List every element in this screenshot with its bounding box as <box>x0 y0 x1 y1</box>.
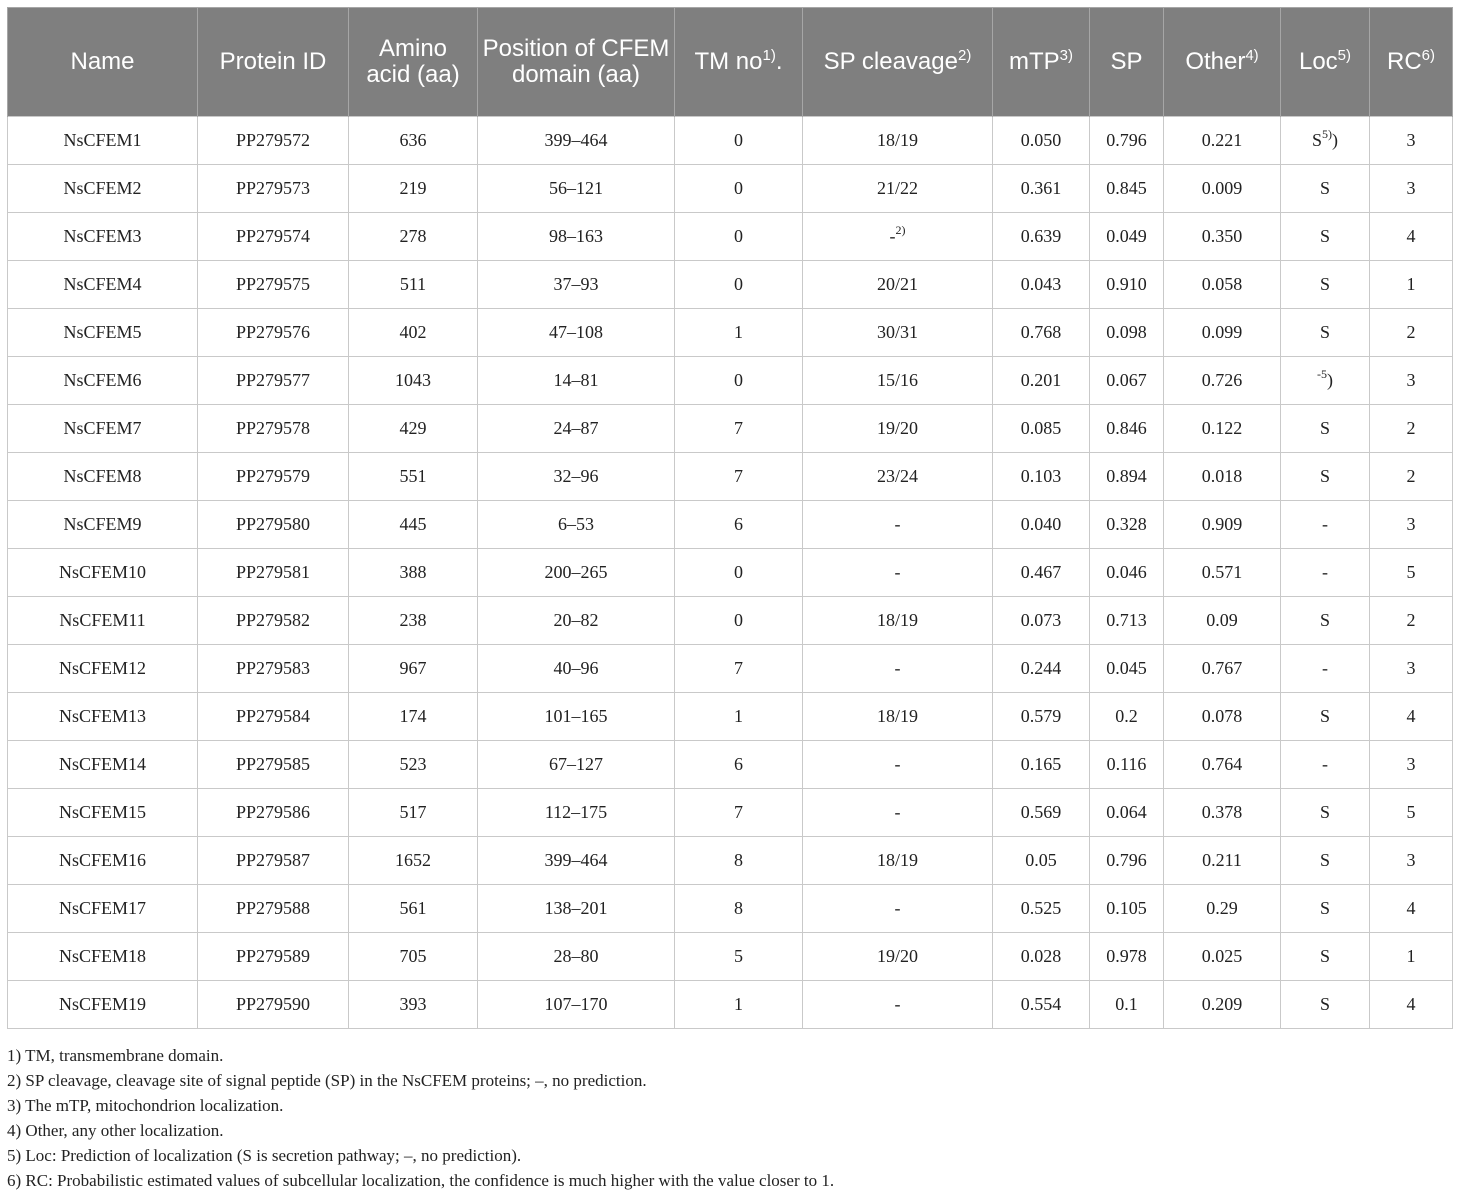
header-tm-no: TM $no^{1)}$. <box>675 8 803 117</box>
cell-sp-cleavage: 30/31 <box>803 309 993 357</box>
cell-rc: 4 <box>1370 981 1453 1029</box>
cell-name: NsCFEM2 <box>8 165 198 213</box>
cell-other: 0.099 <box>1164 309 1281 357</box>
cell-tm-no: 6 <box>675 501 803 549</box>
cell-sp-cleavage: - <box>803 789 993 837</box>
cell-amino-acid: 388 <box>349 549 478 597</box>
cell-cfem-position: 138–201 <box>478 885 675 933</box>
cell-mtp: 0.043 <box>993 261 1090 309</box>
cell-sp: 0.2 <box>1090 693 1164 741</box>
cell-name: NsCFEM18 <box>8 933 198 981</box>
cell-amino-acid: 393 <box>349 981 478 1029</box>
cell-protein-id: PP279585 <box>198 741 349 789</box>
cell-loc: S <box>1281 165 1370 213</box>
cell-protein-id: PP279579 <box>198 453 349 501</box>
cell-tm-no: 6 <box>675 741 803 789</box>
cell-mtp: 0.201 <box>993 357 1090 405</box>
cell-name: NsCFEM12 <box>8 645 198 693</box>
cell-sp-cleavage: 18/19 <box>803 837 993 885</box>
cell-name: NsCFEM16 <box>8 837 198 885</box>
cell-mtp: 0.073 <box>993 597 1090 645</box>
cell-cfem-position: 14–81 <box>478 357 675 405</box>
cell-loc: - <box>1281 741 1370 789</box>
table-row <box>8 501 1453 549</box>
table-row <box>8 597 1453 645</box>
cell-other: 0.764 <box>1164 741 1281 789</box>
cell-cfem-position: 37–93 <box>478 261 675 309</box>
cell-cfem-position: 101–165 <box>478 693 675 741</box>
cell-loc: $^{-5}$) <box>1281 357 1370 405</box>
cell-tm-no: 7 <box>675 645 803 693</box>
cell-protein-id: PP279586 <box>198 789 349 837</box>
cell-sp: 0.067 <box>1090 357 1164 405</box>
cell-sp: 0.098 <box>1090 309 1164 357</box>
cell-protein-id: PP279582 <box>198 597 349 645</box>
cell-tm-no: 1 <box>675 309 803 357</box>
cell-name: NsCFEM7 <box>8 405 198 453</box>
cell-sp: 0.894 <box>1090 453 1164 501</box>
cell-other: 0.29 <box>1164 885 1281 933</box>
cell-amino-acid: 278 <box>349 213 478 261</box>
cell-loc: S <box>1281 213 1370 261</box>
cell-loc: S <box>1281 309 1370 357</box>
cell-sp: 0.910 <box>1090 261 1164 309</box>
header-name: Name <box>8 8 198 117</box>
cell-other: 0.726 <box>1164 357 1281 405</box>
cell-cfem-position: 56–121 <box>478 165 675 213</box>
cell-sp: 0.045 <box>1090 645 1164 693</box>
cell-mtp: 0.05 <box>993 837 1090 885</box>
cell-amino-acid: 402 <box>349 309 478 357</box>
cell-tm-no: 8 <box>675 885 803 933</box>
cell-rc: 1 <box>1370 933 1453 981</box>
cell-rc: 3 <box>1370 165 1453 213</box>
cell-other: 0.09 <box>1164 597 1281 645</box>
cell-other: 0.571 <box>1164 549 1281 597</box>
table-body <box>8 117 1453 1029</box>
cell-rc: 4 <box>1370 213 1453 261</box>
cell-other: 0.350 <box>1164 213 1281 261</box>
cell-name: NsCFEM3 <box>8 213 198 261</box>
table-row <box>8 213 1453 261</box>
cell-sp-cleavage: 19/20 <box>803 405 993 453</box>
table-row <box>8 549 1453 597</box>
cell-rc: 3 <box>1370 741 1453 789</box>
cell-rc: 2 <box>1370 405 1453 453</box>
cell-other: 0.025 <box>1164 933 1281 981</box>
cell-mtp: 0.554 <box>993 981 1090 1029</box>
footnote: 5) Loc: Prediction of localization (S is secretion pathway; –, no prediction). <box>7 1146 522 1165</box>
cell-cfem-position: 40–96 <box>478 645 675 693</box>
footnote: 2) SP cleavage, cleavage site of signal peptide (SP) in the NsCFEM proteins; –, no prediction. <box>7 1071 647 1090</box>
cell-amino-acid: 1043 <box>349 357 478 405</box>
cell-amino-acid: 219 <box>349 165 478 213</box>
cell-sp: 0.328 <box>1090 501 1164 549</box>
cell-mtp: 0.085 <box>993 405 1090 453</box>
cell-tm-no: 0 <box>675 261 803 309</box>
table-row <box>8 117 1453 165</box>
cell-protein-id: PP279572 <box>198 117 349 165</box>
cell-sp-cleavage: - <box>803 501 993 549</box>
cell-sp: 0.116 <box>1090 741 1164 789</box>
header-footnote-marker: 3) <box>1059 47 1073 64</box>
cell-tm-no: 0 <box>675 357 803 405</box>
cell-other: 0.378 <box>1164 789 1281 837</box>
cell-loc: S <box>1281 405 1370 453</box>
footnote-marker: 5) <box>1322 127 1332 141</box>
cell-loc: S <box>1281 837 1370 885</box>
table-row <box>8 261 1453 309</box>
header-footnote-marker: 2) <box>957 47 972 64</box>
cell-loc: S <box>1281 597 1370 645</box>
cell-mtp: 0.467 <box>993 549 1090 597</box>
cell-rc: 4 <box>1370 885 1453 933</box>
cell-loc: S <box>1281 885 1370 933</box>
cell-protein-id: PP279575 <box>198 261 349 309</box>
cell-loc: $S^{5)}$) <box>1281 117 1370 165</box>
cell-cfem-position: 32–96 <box>478 453 675 501</box>
cell-amino-acid: 517 <box>349 789 478 837</box>
cell-sp: 0.796 <box>1090 117 1164 165</box>
cell-amino-acid: 705 <box>349 933 478 981</box>
cell-protein-id: PP279573 <box>198 165 349 213</box>
cell-cfem-position: 399–464 <box>478 837 675 885</box>
header-mtp: mTP$^{3)}$ <box>993 8 1090 117</box>
cell-mtp: 0.525 <box>993 885 1090 933</box>
cell-sp: 0.064 <box>1090 789 1164 837</box>
cell-other: 0.767 <box>1164 645 1281 693</box>
footnote: 1) TM, transmembrane domain. <box>7 1046 224 1065</box>
cell-tm-no: 0 <box>675 165 803 213</box>
cell-amino-acid: 561 <box>349 885 478 933</box>
cell-cfem-position: 399–464 <box>478 117 675 165</box>
table-row <box>8 789 1453 837</box>
cell-cfem-position: 107–170 <box>478 981 675 1029</box>
cell-cfem-position: 20–82 <box>478 597 675 645</box>
table-row <box>8 357 1453 405</box>
cell-cfem-position: 112–175 <box>478 789 675 837</box>
cell-name: NsCFEM11 <box>8 597 198 645</box>
cell-protein-id: PP279590 <box>198 981 349 1029</box>
table-row <box>8 165 1453 213</box>
cell-amino-acid: 967 <box>349 645 478 693</box>
cell-other: 0.211 <box>1164 837 1281 885</box>
cell-loc: - <box>1281 645 1370 693</box>
cell-loc: - <box>1281 501 1370 549</box>
cell-name: NsCFEM9 <box>8 501 198 549</box>
cell-loc: - <box>1281 549 1370 597</box>
cell-name: NsCFEM6 <box>8 357 198 405</box>
cell-sp: 0.846 <box>1090 405 1164 453</box>
cell-cfem-position: 98–163 <box>478 213 675 261</box>
cell-sp: 0.796 <box>1090 837 1164 885</box>
cell-protein-id: PP279578 <box>198 405 349 453</box>
cfem-protein-table <box>7 7 1453 1029</box>
cell-sp-cleavage: - <box>803 741 993 789</box>
cell-sp-cleavage: - <box>803 645 993 693</box>
table-row <box>8 309 1453 357</box>
header-protein-id: Protein ID <box>198 8 349 117</box>
cell-sp-cleavage: - <box>803 549 993 597</box>
cell-amino-acid: 511 <box>349 261 478 309</box>
cell-protein-id: PP279580 <box>198 501 349 549</box>
cell-mtp: 0.050 <box>993 117 1090 165</box>
cell-tm-no: 0 <box>675 597 803 645</box>
header-rc: RC$^{6)}$ <box>1370 8 1453 117</box>
cell-protein-id: PP279584 <box>198 693 349 741</box>
header-other: Other$^{4)}$ <box>1164 8 1281 117</box>
cell-tm-no: 7 <box>675 405 803 453</box>
header-sp: SP <box>1090 8 1164 117</box>
table-footnotes <box>7 1043 834 1193</box>
cell-amino-acid: 551 <box>349 453 478 501</box>
cell-loc: S <box>1281 261 1370 309</box>
cell-other: 0.122 <box>1164 405 1281 453</box>
cell-tm-no: 5 <box>675 933 803 981</box>
table-row <box>8 405 1453 453</box>
cell-sp: 0.046 <box>1090 549 1164 597</box>
header-row <box>8 8 1453 117</box>
cell-sp-cleavage: 23/24 <box>803 453 993 501</box>
cell-name: NsCFEM15 <box>8 789 198 837</box>
cell-tm-no: 0 <box>675 549 803 597</box>
cell-name: NsCFEM10 <box>8 549 198 597</box>
cell-cfem-position: 47–108 <box>478 309 675 357</box>
cell-amino-acid: 523 <box>349 741 478 789</box>
cell-tm-no: 1 <box>675 981 803 1029</box>
cell-mtp: 0.569 <box>993 789 1090 837</box>
cell-sp-cleavage: 18/19 <box>803 597 993 645</box>
cell-other: 0.909 <box>1164 501 1281 549</box>
header-sp-cleavage: SP cleavage$^{2)}$ <box>803 8 993 117</box>
cell-sp-cleavage: 18/19 <box>803 693 993 741</box>
cell-rc: 3 <box>1370 645 1453 693</box>
cell-loc: S <box>1281 789 1370 837</box>
cell-amino-acid: 1652 <box>349 837 478 885</box>
cell-rc: 4 <box>1370 693 1453 741</box>
cell-rc: 2 <box>1370 597 1453 645</box>
cell-name: NsCFEM17 <box>8 885 198 933</box>
cell-other: 0.058 <box>1164 261 1281 309</box>
cell-sp-cleavage: - <box>803 981 993 1029</box>
cell-rc: 2 <box>1370 309 1453 357</box>
cell-mtp: 0.639 <box>993 213 1090 261</box>
cell-loc: S <box>1281 693 1370 741</box>
cell-cfem-position: 200–265 <box>478 549 675 597</box>
cell-tm-no: 7 <box>675 789 803 837</box>
cell-protein-id: PP279577 <box>198 357 349 405</box>
cell-sp-cleavage: 21/22 <box>803 165 993 213</box>
cell-sp-cleavage: 15/16 <box>803 357 993 405</box>
cell-sp-cleavage: 19/20 <box>803 933 993 981</box>
cell-mtp: 0.579 <box>993 693 1090 741</box>
cell-other: 0.078 <box>1164 693 1281 741</box>
cell-protein-id: PP279576 <box>198 309 349 357</box>
cell-sp: 0.978 <box>1090 933 1164 981</box>
header-cfem-position: Position of CFEM domain (aa) <box>478 8 675 117</box>
cell-sp-cleavage: 20/21 <box>803 261 993 309</box>
cell-name: NsCFEM14 <box>8 741 198 789</box>
cell-mtp: 0.028 <box>993 933 1090 981</box>
cell-rc: 3 <box>1370 837 1453 885</box>
cell-name: NsCFEM5 <box>8 309 198 357</box>
footnote: 6) RC: Probabilistic estimated values of subcellular localization, the confidence is much higher with the value closer to 1. <box>7 1171 835 1190</box>
cell-protein-id: PP279588 <box>198 885 349 933</box>
cell-mtp: 0.103 <box>993 453 1090 501</box>
cell-mtp: 0.040 <box>993 501 1090 549</box>
footnote: 4) Other, any other localization. <box>7 1121 224 1140</box>
cell-name: NsCFEM19 <box>8 981 198 1029</box>
header-footnote-marker: 1) <box>762 47 776 64</box>
header-footnote-marker: 6) <box>1421 47 1435 64</box>
cell-name: NsCFEM4 <box>8 261 198 309</box>
cell-other: 0.018 <box>1164 453 1281 501</box>
cell-sp: 0.049 <box>1090 213 1164 261</box>
cell-rc: 1 <box>1370 261 1453 309</box>
cell-tm-no: 8 <box>675 837 803 885</box>
table-row <box>8 741 1453 789</box>
cell-sp: 0.713 <box>1090 597 1164 645</box>
cell-amino-acid: 636 <box>349 117 478 165</box>
cell-name: NsCFEM8 <box>8 453 198 501</box>
cell-amino-acid: 238 <box>349 597 478 645</box>
table-row <box>8 837 1453 885</box>
table-row <box>8 981 1453 1029</box>
cell-protein-id: PP279589 <box>198 933 349 981</box>
cell-sp-cleavage: 18/19 <box>803 117 993 165</box>
cell-rc: 3 <box>1370 357 1453 405</box>
cell-cfem-position: 67–127 <box>478 741 675 789</box>
cell-loc: S <box>1281 453 1370 501</box>
footnote: 3) The mTP, mitochondrion localization. <box>7 1096 284 1115</box>
cell-mtp: 0.165 <box>993 741 1090 789</box>
cell-tm-no: 7 <box>675 453 803 501</box>
cell-rc: 2 <box>1370 453 1453 501</box>
table-row <box>8 453 1453 501</box>
cell-cfem-position: 28–80 <box>478 933 675 981</box>
cell-protein-id: PP279583 <box>198 645 349 693</box>
cell-other: 0.009 <box>1164 165 1281 213</box>
table-row <box>8 645 1453 693</box>
cell-mtp: 0.244 <box>993 645 1090 693</box>
cell-mtp: 0.768 <box>993 309 1090 357</box>
cell-sp-cleavage: -$^{2)}$ <box>803 213 993 261</box>
cell-tm-no: 0 <box>675 213 803 261</box>
table-row <box>8 933 1453 981</box>
cell-amino-acid: 429 <box>349 405 478 453</box>
header-loc: Loc$^{5)}$ <box>1281 8 1370 117</box>
cell-rc: 3 <box>1370 501 1453 549</box>
cell-other: 0.221 <box>1164 117 1281 165</box>
cell-name: NsCFEM1 <box>8 117 198 165</box>
cell-other: 0.209 <box>1164 981 1281 1029</box>
cell-loc: S <box>1281 933 1370 981</box>
cell-amino-acid: 445 <box>349 501 478 549</box>
cell-protein-id: PP279587 <box>198 837 349 885</box>
cell-protein-id: PP279574 <box>198 213 349 261</box>
cell-mtp: 0.361 <box>993 165 1090 213</box>
table-row <box>8 885 1453 933</box>
cell-rc: 3 <box>1370 117 1453 165</box>
cell-sp: 0.845 <box>1090 165 1164 213</box>
cell-tm-no: 0 <box>675 117 803 165</box>
cell-rc: 5 <box>1370 789 1453 837</box>
cell-name: NsCFEM13 <box>8 693 198 741</box>
cell-cfem-position: 24–87 <box>478 405 675 453</box>
cell-tm-no: 1 <box>675 693 803 741</box>
cell-loc: S <box>1281 981 1370 1029</box>
cell-amino-acid: 174 <box>349 693 478 741</box>
cell-protein-id: PP279581 <box>198 549 349 597</box>
footnote-marker: -5 <box>1317 367 1327 381</box>
cell-sp-cleavage: - <box>803 885 993 933</box>
header-footnote-marker: 4) <box>1245 47 1259 64</box>
footnote-marker: 2) <box>895 223 906 237</box>
cell-cfem-position: 6–53 <box>478 501 675 549</box>
cell-sp: 0.105 <box>1090 885 1164 933</box>
header-footnote-marker: 5) <box>1337 47 1352 64</box>
header-amino-acid: Amino acid (aa) <box>349 8 478 117</box>
cell-sp: 0.1 <box>1090 981 1164 1029</box>
table-row <box>8 693 1453 741</box>
cell-rc: 5 <box>1370 549 1453 597</box>
